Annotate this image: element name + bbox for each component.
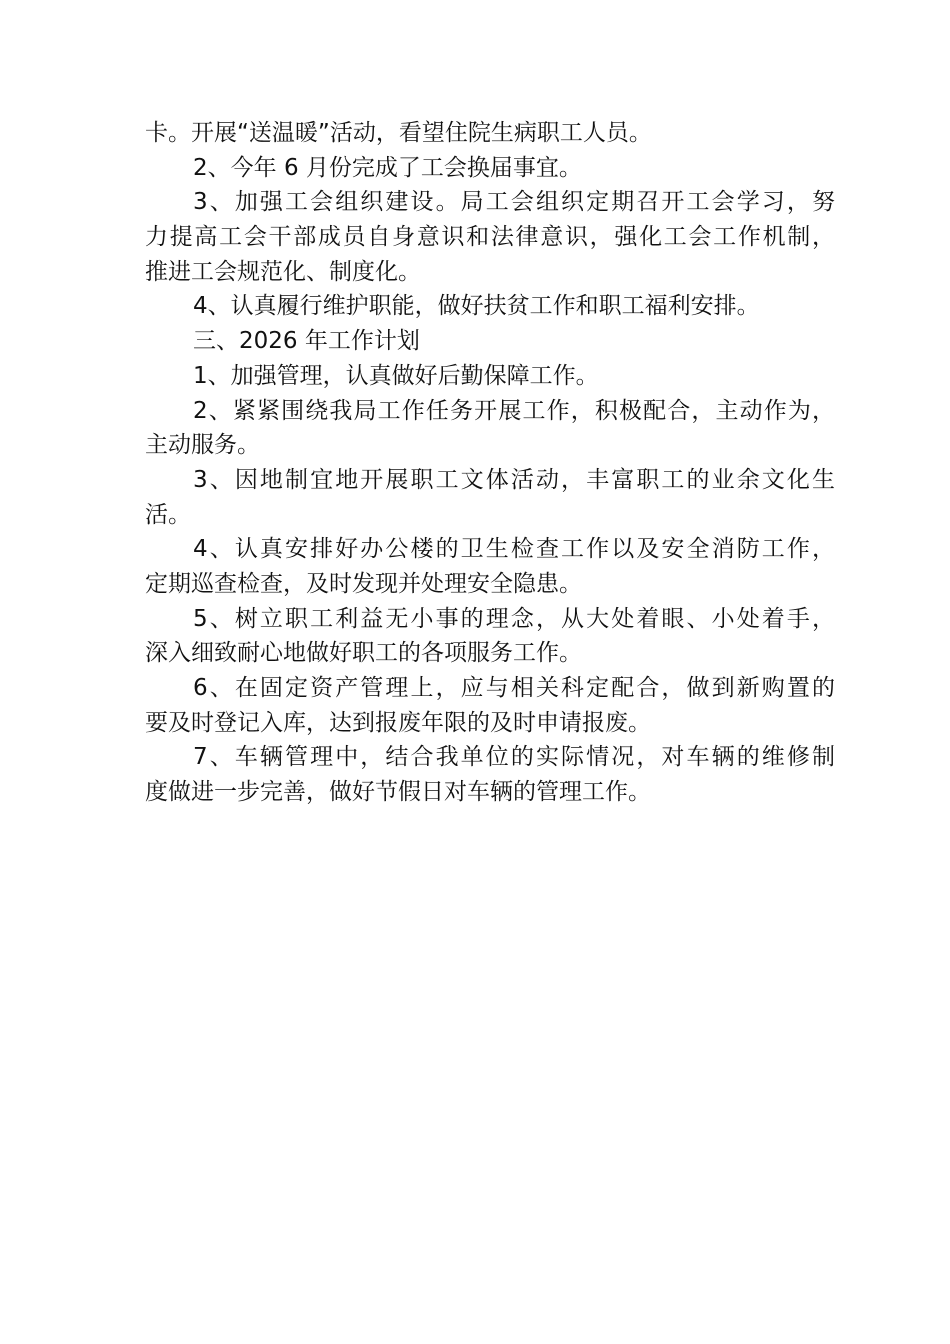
text-line: 主动服务。 (145, 432, 260, 459)
text-line: 深入细致耐心地做好职工的各项服务工作。 (145, 640, 582, 667)
text-line: 推进工会规范化、制度化。 (145, 258, 421, 285)
text-line: 5、树立职工利益无小事的理念，从大处着眼、小处着手， (193, 605, 835, 632)
section-heading: 三、2026 年工作计划 (193, 328, 420, 355)
text-line: 3、因地制宜地开展职工文体活动，丰富职工的业余文化生 (193, 466, 835, 493)
text-line: 2、紧紧围绕我局工作任务开展工作，积极配合，主动作为， (193, 397, 835, 424)
text-line: 2、今年 6 月份完成了工会换届事宜。 (193, 154, 582, 181)
text-line: 7、车辆管理中，结合我单位的实际情况，对车辆的维修制 (193, 744, 835, 771)
text-line: 1、加强管理，认真做好后勤保障工作。 (193, 362, 599, 389)
text-line: 4、认真安排好办公楼的卫生检查工作以及安全消防工作， (193, 536, 835, 563)
text-line: 活。 (145, 501, 191, 528)
text-line: 卡。开展“送温暖”活动，看望住院生病职工人员。 (145, 120, 652, 146)
text-line: 6、在固定资产管理上，应与相关科定配合，做到新购置的 (193, 675, 835, 701)
document-body (145, 116, 835, 810)
text-line: 定期巡查检查，及时发现并处理安全隐患。 (145, 570, 582, 597)
text-line: 4、认真履行维护职能，做好扶贫工作和职工福利安排。 (193, 293, 760, 320)
text-line: 度做进一步完善，做好节假日对车辆的管理工作。 (145, 779, 651, 806)
text-line: 要及时登记入库，达到报废年限的及时申请报废。 (145, 709, 651, 736)
text-line: 力提高工会干部成员自身意识和法律意识，强化工会工作机制， (145, 224, 835, 251)
text-line: 3、加强工会组织建设。局工会组织定期召开工会学习，努 (193, 189, 835, 216)
